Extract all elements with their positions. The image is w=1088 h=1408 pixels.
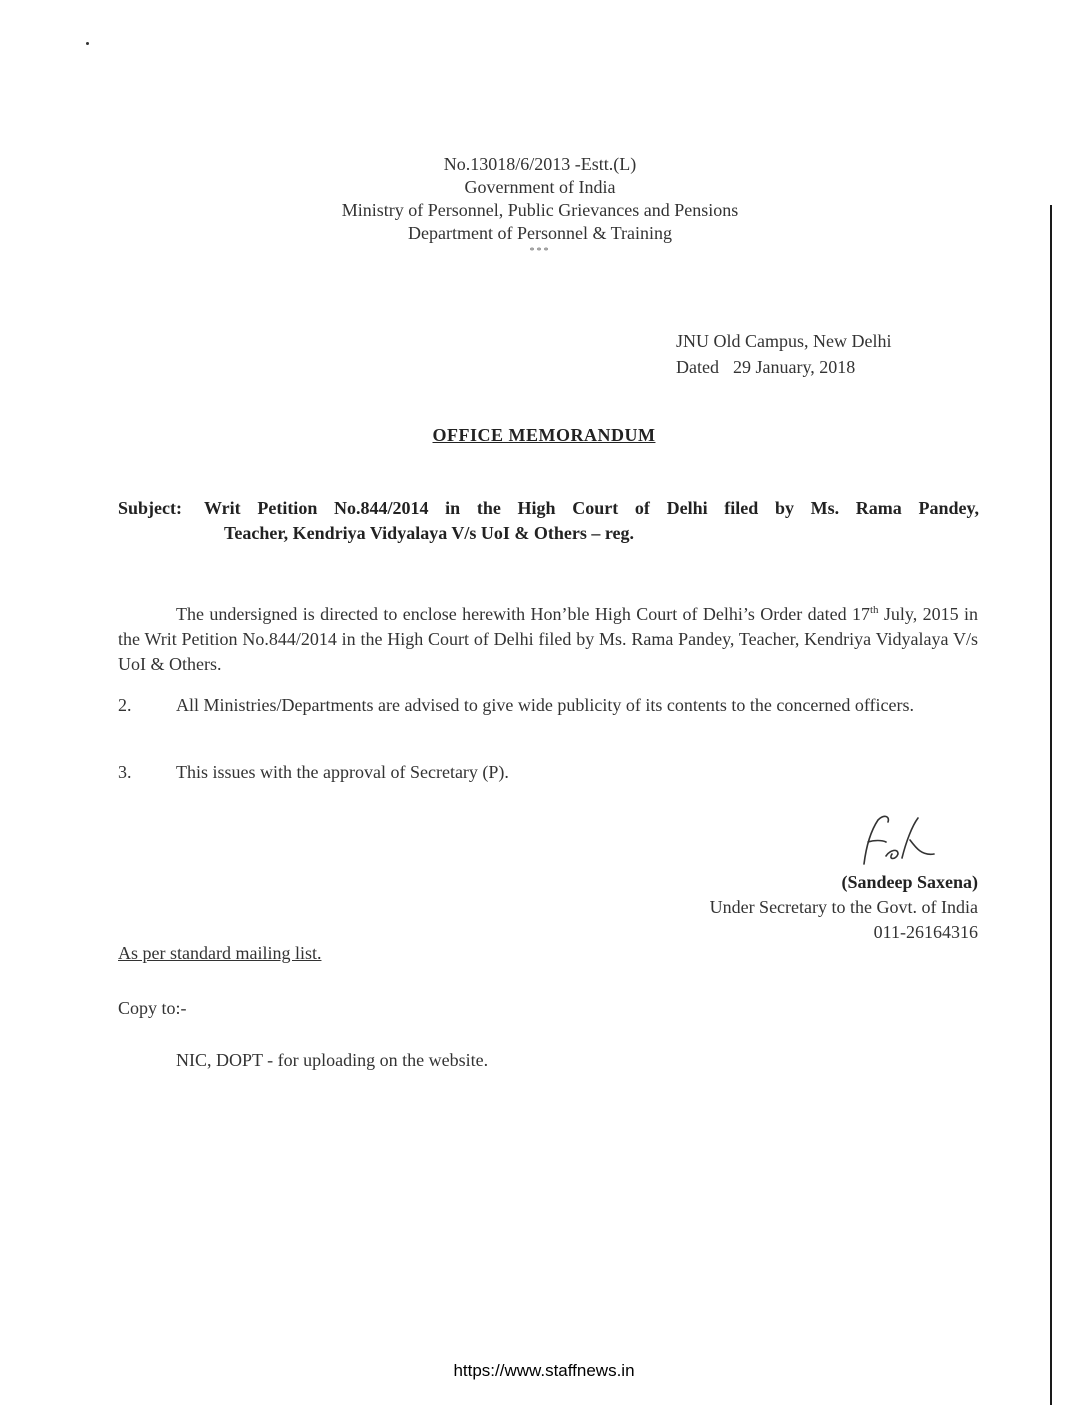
government-name: Government of India xyxy=(464,177,616,197)
paragraph-1-text-a: The undersigned is directed to enclose herewith Hon’ble High Court of Delhi’s Order dated 17 xyxy=(176,604,870,624)
place-and-date xyxy=(676,328,891,380)
paragraph-1-text-b: July, 2015 in the Writ Petition No.844/2014 in the High Court of Delhi filed by Ms. Rama Pandey, Teacher, Kendriya Vidyalaya V/s UoI & Others. xyxy=(118,604,978,674)
paragraph-3-number: 3. xyxy=(118,762,132,782)
signatory-phone: 011-26164316 xyxy=(873,922,978,942)
paragraph-3-text: This issues with the approval of Secretary (P). xyxy=(176,762,509,782)
paragraph-1-superscript: th xyxy=(869,604,879,616)
signatory-name: (Sandeep Saxena) xyxy=(841,872,978,892)
subject-line-1: Writ Petition No.844/2014 in the High Court of Delhi filed by Ms. Rama Pandey, xyxy=(204,498,979,518)
mailing-list-note: As per standard mailing list. xyxy=(118,943,322,963)
copy-to-label: Copy to:- xyxy=(118,998,187,1018)
separator-stars: *** xyxy=(529,246,551,257)
signatory-block xyxy=(710,870,978,945)
subject-line-2: Teacher, Kendriya Vidyalaya V/s UoI & Others – reg. xyxy=(224,523,635,543)
paragraph-1 xyxy=(118,602,978,677)
dated-label: Dated xyxy=(676,357,719,377)
dated-row xyxy=(676,354,891,380)
letterhead xyxy=(200,153,880,259)
file-number: No.13018/6/2013 -Estt.(L) xyxy=(443,154,637,174)
footer-url: https://www.staffnews.in xyxy=(453,1361,635,1380)
signatory-designation: Under Secretary to the Govt. of India xyxy=(709,897,978,917)
ministry-name: Ministry of Personnel, Public Grievances and Pensions xyxy=(341,200,739,220)
copy-to-recipient: NIC, DOPT - for uploading on the website. xyxy=(176,1050,489,1070)
scan-edge-line xyxy=(1050,205,1052,1405)
paragraph-3 xyxy=(118,760,978,785)
memo-title: OFFICE MEMORANDUM xyxy=(432,425,656,445)
subject-label: Subject: xyxy=(118,498,182,518)
date-value: 29 January, 2018 xyxy=(732,357,856,377)
scan-speck xyxy=(86,42,89,45)
department-name: Department of Personnel & Training xyxy=(408,223,672,243)
subject-text xyxy=(204,496,979,546)
paragraph-2-number: 2. xyxy=(118,695,132,715)
paragraph-2 xyxy=(118,693,978,718)
paragraph-2-text: All Ministries/Departments are advised to give wide publicity of its contents to the concerned officers. xyxy=(176,695,914,715)
handwritten-signature xyxy=(838,812,978,872)
location: JNU Old Campus, New Delhi xyxy=(676,331,892,351)
